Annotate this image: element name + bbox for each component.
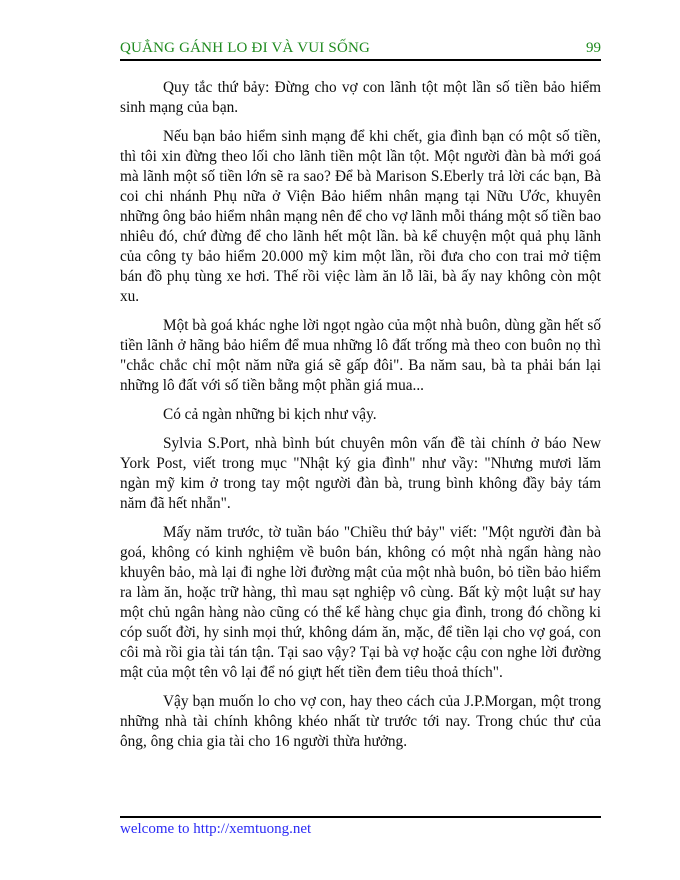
paragraph-2: Nếu bạn bảo hiểm sinh mạng để khi chết, gia đình bạn có một số tiền, thì tôi xin đừng theo lối cho lãnh tiền một lần tột. Một người đàn bà mới goá mà lãnh một số tiền lớn sẽ ra sao? Để bà Marison S.Eberly trả lời các bạn, Bà coi chi nhánh Phụ nữa ở Viện Bảo hiểm nhân mạng tại Nữu Ước, khuyên những ông bảo hiểm nhân mạng nên để cho vợ lãnh mỗi tháng một số tiền bao nhiêu đó, chứ đừng để cho lãnh hết một lần. bà kể chuyện một quả phụ lãnh của công ty bảo hiểm 20.000 mỹ kim một lần, rồi đưa cho con trai mở tiệm bán đồ phụ tùng xe hơi. Thế rồi việc làm ăn lỗ lãi, bà ấy nay không còn một xu.: [120, 128, 601, 305]
paragraph-1: Quy tắc thứ bảy: Đừng cho vợ con lãnh tột một lần số tiền bảo hiểm sinh mạng của bạn.: [120, 79, 601, 116]
footer-site-link[interactable]: welcome to http://xemtuong.net: [120, 821, 312, 837]
header-rule: [120, 59, 601, 61]
page-footer: [120, 816, 601, 838]
paragraph-3: Một bà goá khác nghe lời ngọt ngào của một nhà buôn, dùng gần hết số tiền lãnh ở hãng bảo hiểm để mua những lô đất trống mà theo con buôn nọ thì "chắc chắc chỉ một năm nữa giá sẽ gấp đôi". Ba năm sau, bà ta phải bán lại những lô đất với số tiền bằng một phần giá mua...: [120, 317, 602, 394]
page-header: [120, 40, 601, 57]
paragraph-6: Mấy năm trước, tờ tuần báo "Chiều thứ bảy" viết: "Một người đàn bà goá, không có kinh nghiệm về buôn bán, không có một nhà ngẩn hàng nào khuyên bảo, mà lại đi nghe lời đường mật của một nhà buôn, bỏ tiền bảo hiểm ra làm ăn, hoặc trữ hàng, thì mau sạt nghiệp vô cùng. Bất kỳ một luật sư hay một chủ ngân hàng nào cũng có thể kể hàng chục gia đình, trong đó chồng ki cóp suốt đời, hy sinh mọi thứ, không dám ăn, mặc, để tiền lại cho vợ goá, con côi mà rồi gia tài tán tận. Tại sao vậy? Tại bà vợ hoặc cậu con nghe lời đường mật của một tên vô lại để nó giựt hết tiền đem tiêu thoả thích".: [120, 524, 601, 681]
page-content: [120, 0, 601, 761]
paragraph-7: Vậy bạn muốn lo cho vợ con, hay theo cách của J.P.Morgan, một trong những nhà tài chính không khéo nhất từ trước tới nay. Trong chúc thư của ông, ông chia gia tài cho 16 người thừa hưởng.: [120, 693, 601, 750]
paragraph-4: Có cả ngàn những bi kịch như vậy.: [163, 406, 377, 423]
running-title: QUẲNG GÁNH LO ĐI VÀ VUI SỐNG: [120, 40, 371, 56]
page-number: 99: [586, 40, 601, 56]
footer-rule: [120, 816, 601, 818]
paragraph-5: Sylvia S.Port, nhà bình bút chuyên môn vấn đề tài chính ở báo New York Post, viết trong mục "Nhật ký gia đình" như vầy: "Nhưng mươi lăm ngàn mỹ kim ở trong tay một người đàn bà, trung bình không đầy bảy tám năm đã hết nhẵn".: [120, 435, 601, 512]
page-body: [120, 78, 601, 752]
